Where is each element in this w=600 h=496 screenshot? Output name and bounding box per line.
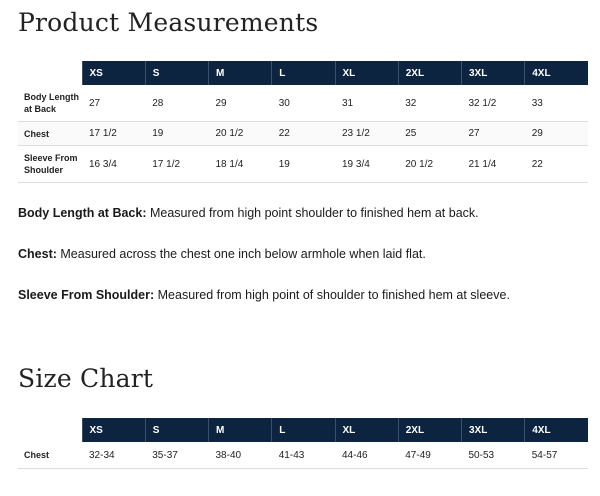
size-header: XL [335,418,398,442]
note-term: Body Length at Back: [18,206,147,220]
table-cell: 31 [335,85,398,122]
table-cell: 28 [145,85,208,122]
note-chest [18,247,426,261]
size-header: L [272,418,335,442]
table-cell: 22 [525,146,588,183]
table-cell: 30 [272,85,335,122]
table-cell: 16 3/4 [82,146,145,183]
size-header: M [209,418,272,442]
table-cell: 22 [272,122,335,146]
table-row [18,442,588,469]
table-row [18,85,588,122]
size-header: S [145,61,208,85]
table-cell: 19 [272,146,335,183]
row-label: Body Length at Back [18,85,82,122]
size-header: 4XL [525,418,588,442]
table-cell: 32 1/2 [462,85,525,122]
row-label: Chest [18,442,82,469]
table-cell: 32 [398,85,461,122]
size-header: XS [82,61,145,85]
note-text: Measured from high point of shoulder to finished hem at sleeve. [154,288,510,302]
size-header: L [272,61,335,85]
table-cell: 27 [82,85,145,122]
measurements-title: Product Measurements [18,8,319,37]
table-cell: 20 1/2 [398,146,461,183]
table-cell: 19 [145,122,208,146]
table-cell: 54-57 [525,442,588,469]
row-label: Chest [18,122,82,146]
table-cell: 47-49 [398,442,461,469]
table-cell: 18 1/4 [209,146,272,183]
table-cell: 17 1/2 [82,122,145,146]
table-cell: 35-37 [145,442,208,469]
size-header: 2XL [398,61,461,85]
size-header: XS [82,418,145,442]
note-text: Measured across the chest one inch below armhole when laid flat. [56,247,426,261]
table-cell: 50-53 [462,442,525,469]
note-term: Chest: [18,247,57,261]
note-sleeve [18,288,510,302]
size-header: S [145,418,208,442]
size-chart-table [18,418,588,469]
table-cell: 41-43 [272,442,335,469]
table-cell: 19 3/4 [335,146,398,183]
measurements-table [18,61,588,183]
size-header: 4XL [525,61,588,85]
size-header: 3XL [462,418,525,442]
header-corner [18,418,82,442]
table-cell: 17 1/2 [145,146,208,183]
row-label: Sleeve From Shoulder [18,146,82,183]
table-cell: 20 1/2 [209,122,272,146]
table-cell: 29 [209,85,272,122]
table-cell: 38-40 [209,442,272,469]
note-body-length [18,206,479,220]
size-header: M [209,61,272,85]
size-header: 2XL [398,418,461,442]
table-header-row [18,61,588,85]
table-cell: 25 [398,122,461,146]
table-cell: 32-34 [82,442,145,469]
note-term: Sleeve From Shoulder: [18,288,155,302]
table-row [18,146,588,183]
table-cell: 23 1/2 [335,122,398,146]
table-row [18,122,588,146]
header-corner [18,61,82,85]
table-cell: 27 [462,122,525,146]
size-header: XL [335,61,398,85]
table-cell: 44-46 [335,442,398,469]
table-cell: 33 [525,85,588,122]
table-cell: 21 1/4 [462,146,525,183]
note-text: Measured from high point shoulder to finished hem at back. [146,206,479,220]
size-chart-title: Size Chart [18,364,154,393]
table-header-row [18,418,588,442]
table-cell: 29 [525,122,588,146]
size-header: 3XL [462,61,525,85]
